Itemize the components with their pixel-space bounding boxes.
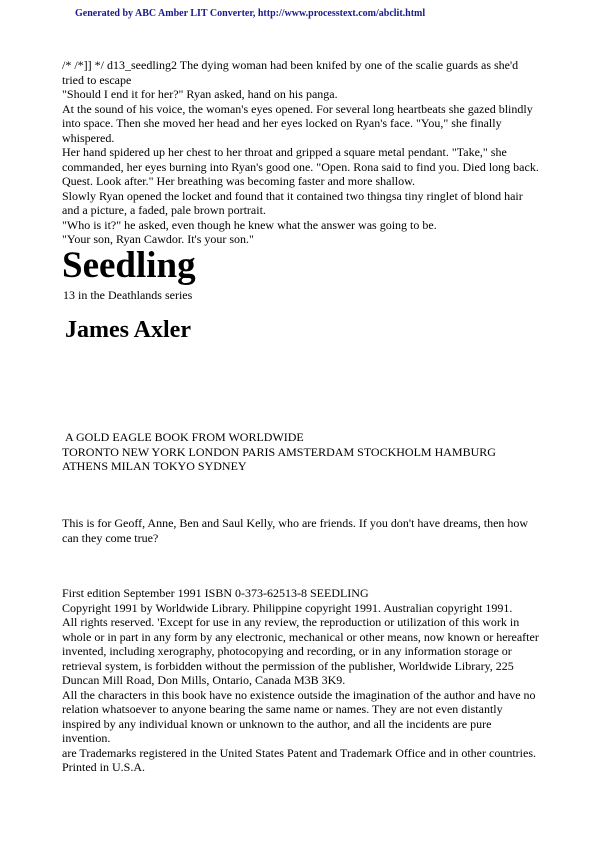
converter-header[interactable]: Generated by ABC Amber LIT Converter, http://www.processtext.com/abclit.html (75, 8, 426, 19)
copyright-section (62, 586, 540, 775)
copyright-line: Printed in U.S.A. (62, 760, 146, 774)
publisher-block (62, 430, 542, 474)
copyright-line: All rights reserved. 'Except for use in any review, the reproduction or utilization of this work in whole or in part in any form by any electronic, mechanical or other means, now known or hereafter invented, including xerography, photocopying and recording, or in any information storage or retrieval system, is forbidden without the permission of the publisher, Worldwide Library, 225 Duncan Mill Road, Don Mills, Ontario, Canada M3B 3K9. (62, 615, 539, 687)
copyright-line: Copyright 1991 by Worldwide Library. Philippine copyright 1991. Australian copyright 1991. (62, 600, 513, 615)
dedication-text: This is for Geoff, Anne, Ben and Saul Kelly, who are friends. If you don't have dreams, then how can they come true? (62, 516, 529, 545)
excerpt-line: Slowly Ryan opened the locket and found that it contained two thingsa tiny ringlet of blond hair and a picture, a faded, pale brown portrait. (62, 188, 523, 217)
publisher-cities: ATHENS MILAN TOKYO SYDNEY (62, 459, 247, 473)
copyright-line: are Trademarks registered in the United States Patent and Trademark Office and in other countries. (62, 745, 536, 760)
excerpt-line: "Should I end it for her?" Ryan asked, hand on his panga. (62, 87, 338, 101)
excerpt-section (62, 58, 540, 247)
book-title: Seedling (62, 245, 196, 286)
publisher-cities: TORONTO NEW YORK LONDON PARIS AMSTERDAM STOCKHOLM HAMBURG (62, 444, 496, 459)
excerpt-line: /* /*]] */ d13_seedling2 The dying woman had been knifed by one of the scalie guards as she'd tried to escape (62, 58, 519, 87)
copyright-line: All the characters in this book have no existence outside the imagination of the author and have no relation whatsoever to anyone bearing the same name or names. They are not even distantly inspired by any individual known or unknown to the author, and all the incidents are pure invention. (62, 687, 536, 745)
series-subtitle: 13 in the Deathlands series (63, 288, 193, 302)
dedication-section (62, 516, 540, 545)
excerpt-line: "Who is it?" he asked, even though he knew what the answer was going to be. (62, 217, 437, 232)
excerpt-line: "Your son, Ryan Cawdor. It's your son." (62, 232, 254, 246)
publisher-line: A GOLD EAGLE BOOK FROM WORLDWIDE (65, 430, 304, 444)
excerpt-line: At the sound of his voice, the woman's eyes opened. For several long heartbeats she gazed blindly into space. Then she moved her head and her eyes locked on Ryan's face. "You," she finally whispered. (62, 101, 533, 145)
copyright-line: First edition September 1991 ISBN 0-373-62513-8 SEEDLING (62, 586, 369, 600)
book-author: James Axler (65, 317, 191, 343)
excerpt-line: Her hand spidered up her chest to her throat and gripped a square metal pendant. "Take," she commanded, her eyes burning into Ryan's good one. "Open. Rona said to find you. Died long back. Quest. Look after." Her breathing was becoming faster and more shallow. (62, 145, 539, 188)
